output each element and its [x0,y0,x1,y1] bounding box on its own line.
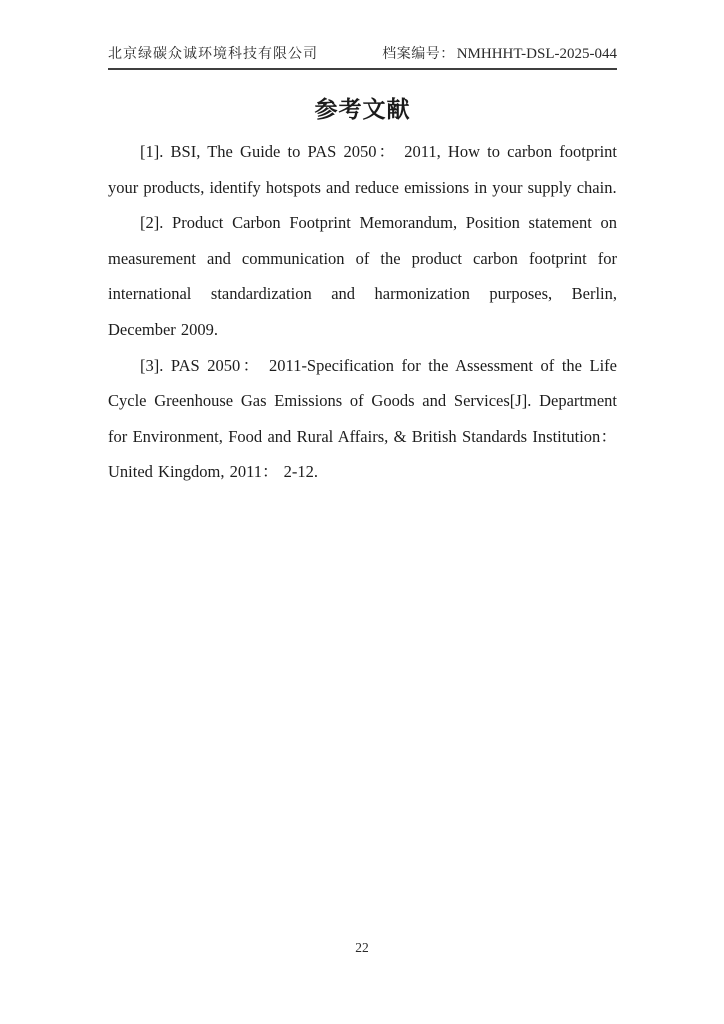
reference-item: [2]. Product Carbon Footprint Memorandum, Position statement on measurement and communication of the product carbon footprint for international standardization and harmonization purposes, Berlin, December 2009. [108,213,617,339]
document-number-label: 档案编号： [382,47,455,62]
document-number [382,46,617,63]
reference-item: [3]. PAS 2050： 2011-Specification for the Assessment of the Life Cycle Greenhouse Gas Emissions of Goods and Services[J]. Department for Environment, Food and Rural Affairs, & British Standards Institution： United Kingdom, 2011： 2-12. [108,355,617,482]
reference-list [108,134,617,490]
page-title: 参考文献 [314,97,411,122]
reference-item: [1]. BSI, The Guide to PAS 2050： 2011, How to carbon footprint your products, identify hotspots and reduce emissions in your supply chain. [108,142,617,197]
page-header [108,46,617,70]
company-name: 北京绿碳众诚环境科技有限公司 [108,47,318,62]
page-number: 22 [355,940,369,955]
document-number-value: NMHHHT-DSL-2025-044 [456,46,617,62]
